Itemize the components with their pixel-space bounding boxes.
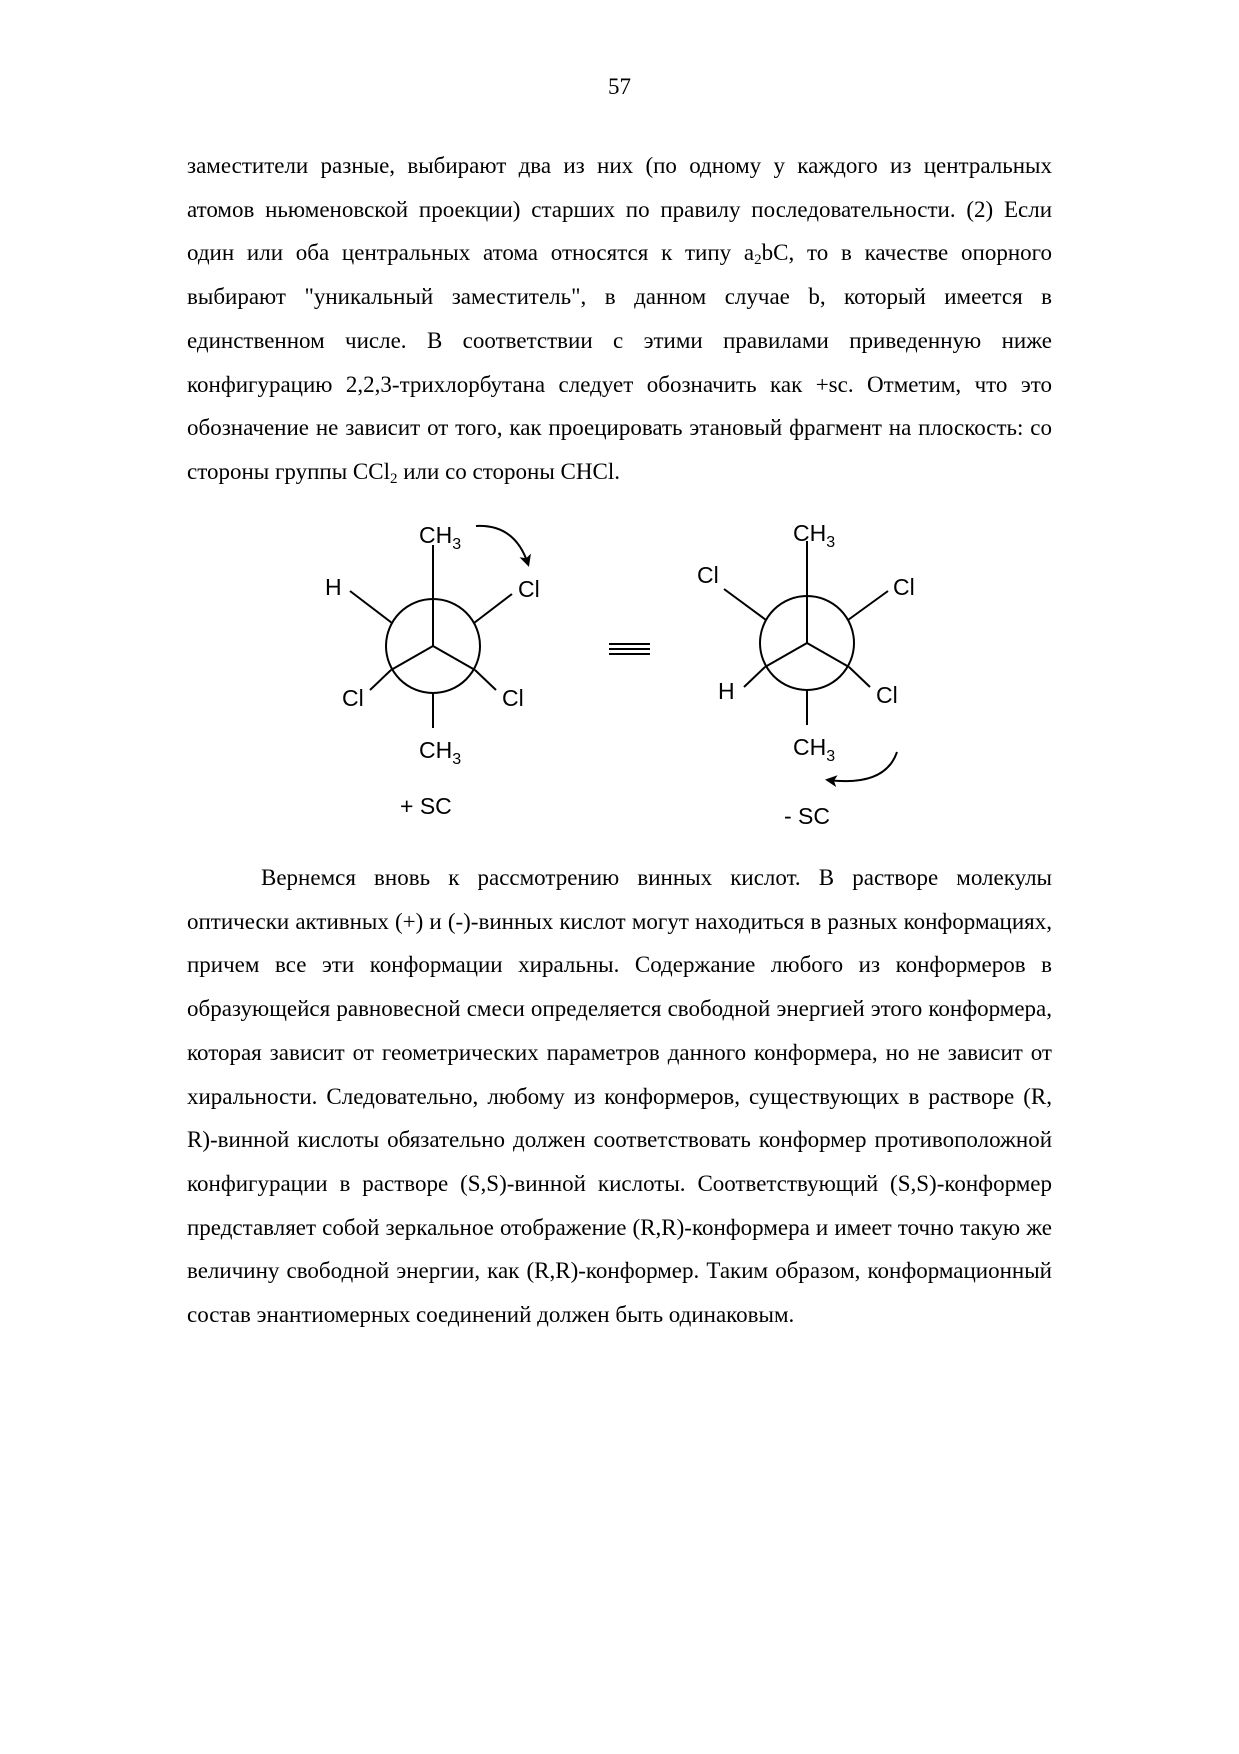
label-left-upper-left: H [325, 574, 342, 600]
equivalence-sign [609, 644, 650, 654]
front-bond-lower-left-ext [744, 667, 765, 687]
subscript-2: 2 [390, 470, 398, 487]
rotation-arrow-right [828, 752, 897, 781]
paragraph-2: Вернемся вновь к рассмотрению винных кислот. В растворе молекулы оптически активных (+) и (-)-винных кислот могут находиться в разных конформациях, причем все эти конформации хиральны. Содержание любого из конформеров в образующейся равновесной смеси определяется свободной энергией этого конформера, которая зависит от геометрических параметров данного конформера, но не зависит от хиральности. Следовательно, любому из конформеров, существующих в растворе (R, R)-винной кислоты обязательно должен соответствовать конформер противоположной конфигурации в растворе (S,S)-винной кислоты. Соответствующий (S,S)-конформер представляет собой зеркальное отображение (R,R)-конформера и имеет точно такую же величину свободной энергии, как (R,R)-конформер. Таким образом, конформационный состав энантиомерных соединений должен быть одинаковым. [187, 865, 1052, 1328]
label-left-lower-right: Cl [502, 685, 524, 711]
page-number: 57 [608, 74, 631, 99]
label-left-lower-left: Cl [342, 685, 364, 711]
label-left-upper-right: Cl [518, 576, 540, 602]
label-right-top: $CH_3$ [793, 520, 836, 551]
front-bond-lower-left [765, 643, 807, 667]
paragraph-1-part-1: заместители разные, выбирают два из них (по одному у каждого из центральных атомов ньюменовской проекции) старших по правилу последовательности. (2) Если один или оба центральных атома относятся к типу a [187, 153, 1052, 266]
label-left-top: $CH_3$ [419, 522, 462, 553]
front-bond-lower-right-ext [475, 670, 496, 690]
label-right-upper-right: Cl [893, 574, 915, 600]
caption-minus-sc: - SC [784, 803, 830, 829]
front-bond-lower-right [807, 643, 849, 667]
paragraph-1-part-2: bC, то в качестве опорного выбирают "уникальный заместитель", в данном случае b, который имеется в единственном числе. В соответствии с этими правилами приведенную ниже конфигурацию 2,2,3-трихлорбутана следует обозначить как +sc. Отметим, что это обозначение не зависит от того, как проецировать этановый фрагмент на плоскость: со стороны группы CCl [187, 240, 1052, 484]
label-left-bottom: $CH_3$ [419, 737, 462, 768]
label-right-lower-left: H [718, 678, 735, 704]
newman-projection-figure [0, 500, 1239, 840]
front-bond-lower-left [391, 646, 433, 670]
subscript-2: 2 [754, 252, 762, 269]
label-right-bottom: $CH_3$ [793, 734, 836, 765]
back-bond-upper-left [350, 591, 392, 623]
front-bond-lower-right [433, 646, 475, 670]
newman-projections-svg [0, 500, 1239, 840]
paragraph-1-part-3: или со стороны CHCl. [397, 458, 620, 484]
caption-plus-sc: + SC [400, 793, 452, 819]
paragraph-1 [187, 144, 1052, 494]
back-bond-upper-right [848, 591, 888, 620]
label-right-upper-left: Cl [697, 562, 719, 588]
front-bond-lower-left-ext [370, 670, 391, 690]
front-bond-lower-right-ext [849, 667, 870, 687]
label-right-lower-right: Cl [876, 682, 898, 708]
rotation-arrow-left [476, 526, 528, 564]
back-bond-upper-right [474, 594, 512, 623]
back-bond-upper-left [724, 589, 766, 620]
